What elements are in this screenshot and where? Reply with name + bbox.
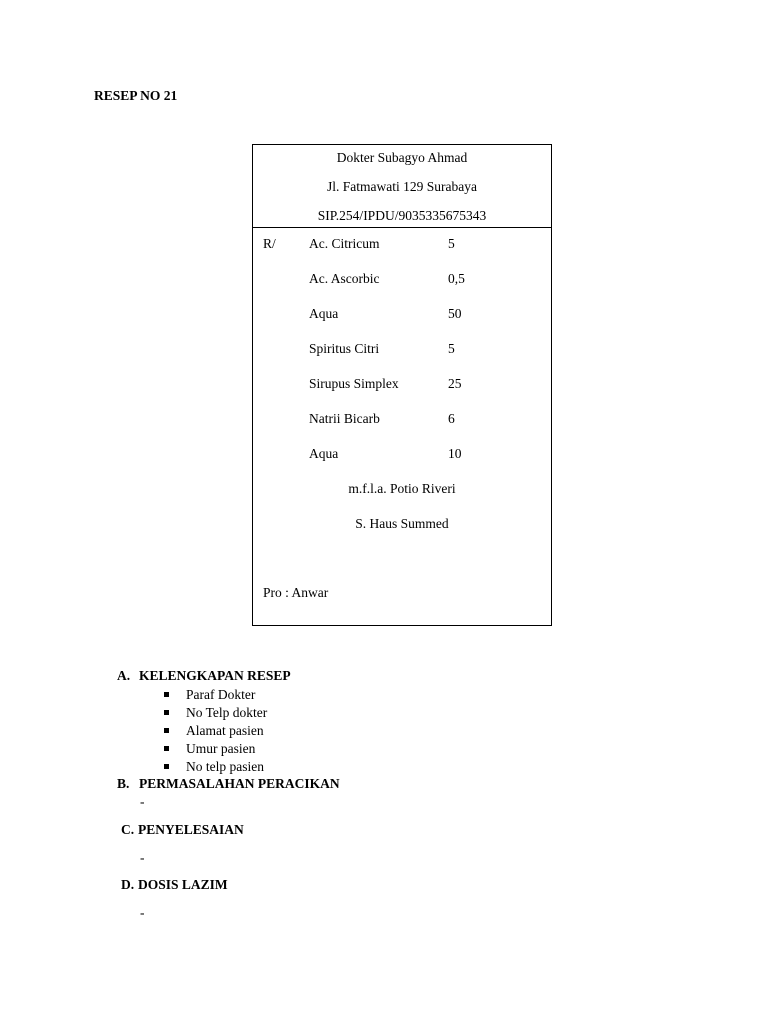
section-d-answer: - — [140, 905, 145, 920]
rx-symbol: R/ — [263, 236, 276, 251]
rx-item-name: Sirupus Simplex — [309, 376, 399, 391]
section-letter: D. — [121, 877, 135, 892]
section-c-heading — [121, 822, 244, 838]
rx-instruction: m.f.l.a. Potio Riveri — [348, 481, 456, 496]
list-item — [162, 722, 267, 740]
square-bullet-icon — [164, 746, 169, 751]
list-item — [162, 704, 267, 722]
section-a-heading — [117, 668, 291, 684]
rx-item-name: Spiritus Citri — [309, 341, 380, 356]
section-title: DOSIS LAZIM — [138, 877, 228, 892]
list-item-text: No telp pasien — [186, 759, 264, 774]
list-item — [162, 758, 267, 776]
list-item-text: No Telp dokter — [186, 705, 268, 720]
rx-item-qty: 5 — [448, 341, 455, 356]
section-c-answer: - — [140, 850, 145, 865]
rx-patient: Pro : Anwar — [263, 585, 329, 600]
prescription-header — [253, 145, 551, 228]
section-d-heading — [121, 877, 228, 893]
section-letter: A. — [117, 668, 131, 683]
rx-item-name: Natrii Bicarb — [309, 411, 380, 426]
rx-item-qty: 25 — [448, 376, 462, 391]
section-letter: C. — [121, 822, 135, 837]
doctor-address: Jl. Fatmawati 129 Surabaya — [327, 179, 477, 194]
doctor-sip: SIP.254/IPDU/9035335675343 — [317, 208, 487, 223]
kelengkapan-list — [162, 686, 267, 776]
rx-item-qty: 6 — [448, 411, 455, 426]
section-title: PENYELESAIAN — [138, 822, 244, 837]
list-item — [162, 740, 267, 758]
rx-item-qty: 0,5 — [448, 271, 465, 286]
section-letter: B. — [117, 776, 130, 791]
square-bullet-icon — [164, 728, 169, 733]
section-title: KELENGKAPAN RESEP — [139, 668, 291, 683]
list-item-text: Paraf Dokter — [186, 687, 256, 702]
section-b-heading — [117, 776, 340, 792]
section-title: PERMASALAHAN PERACIKAN — [139, 776, 340, 791]
prescription-box — [252, 144, 552, 626]
square-bullet-icon — [164, 710, 169, 715]
list-item-text: Umur pasien — [186, 741, 256, 756]
rx-item-name: Ac. Ascorbic — [309, 271, 380, 286]
rx-signa: S. Haus Summed — [355, 516, 449, 531]
square-bullet-icon — [164, 764, 169, 769]
rx-item-name: Aqua — [309, 446, 339, 461]
rx-item-name: Aqua — [309, 306, 339, 321]
square-bullet-icon — [164, 692, 169, 697]
rx-item-qty: 50 — [448, 306, 462, 321]
list-item — [162, 686, 267, 704]
rx-item-name: Ac. Citricum — [309, 236, 380, 251]
document-title: RESEP NO 21 — [94, 88, 178, 103]
rx-item-qty: 10 — [448, 446, 462, 461]
list-item-text: Alamat pasien — [186, 723, 264, 738]
section-b-answer: - — [140, 794, 145, 809]
rx-item-qty: 5 — [448, 236, 455, 251]
doctor-name: Dokter Subagyo Ahmad — [336, 150, 468, 165]
